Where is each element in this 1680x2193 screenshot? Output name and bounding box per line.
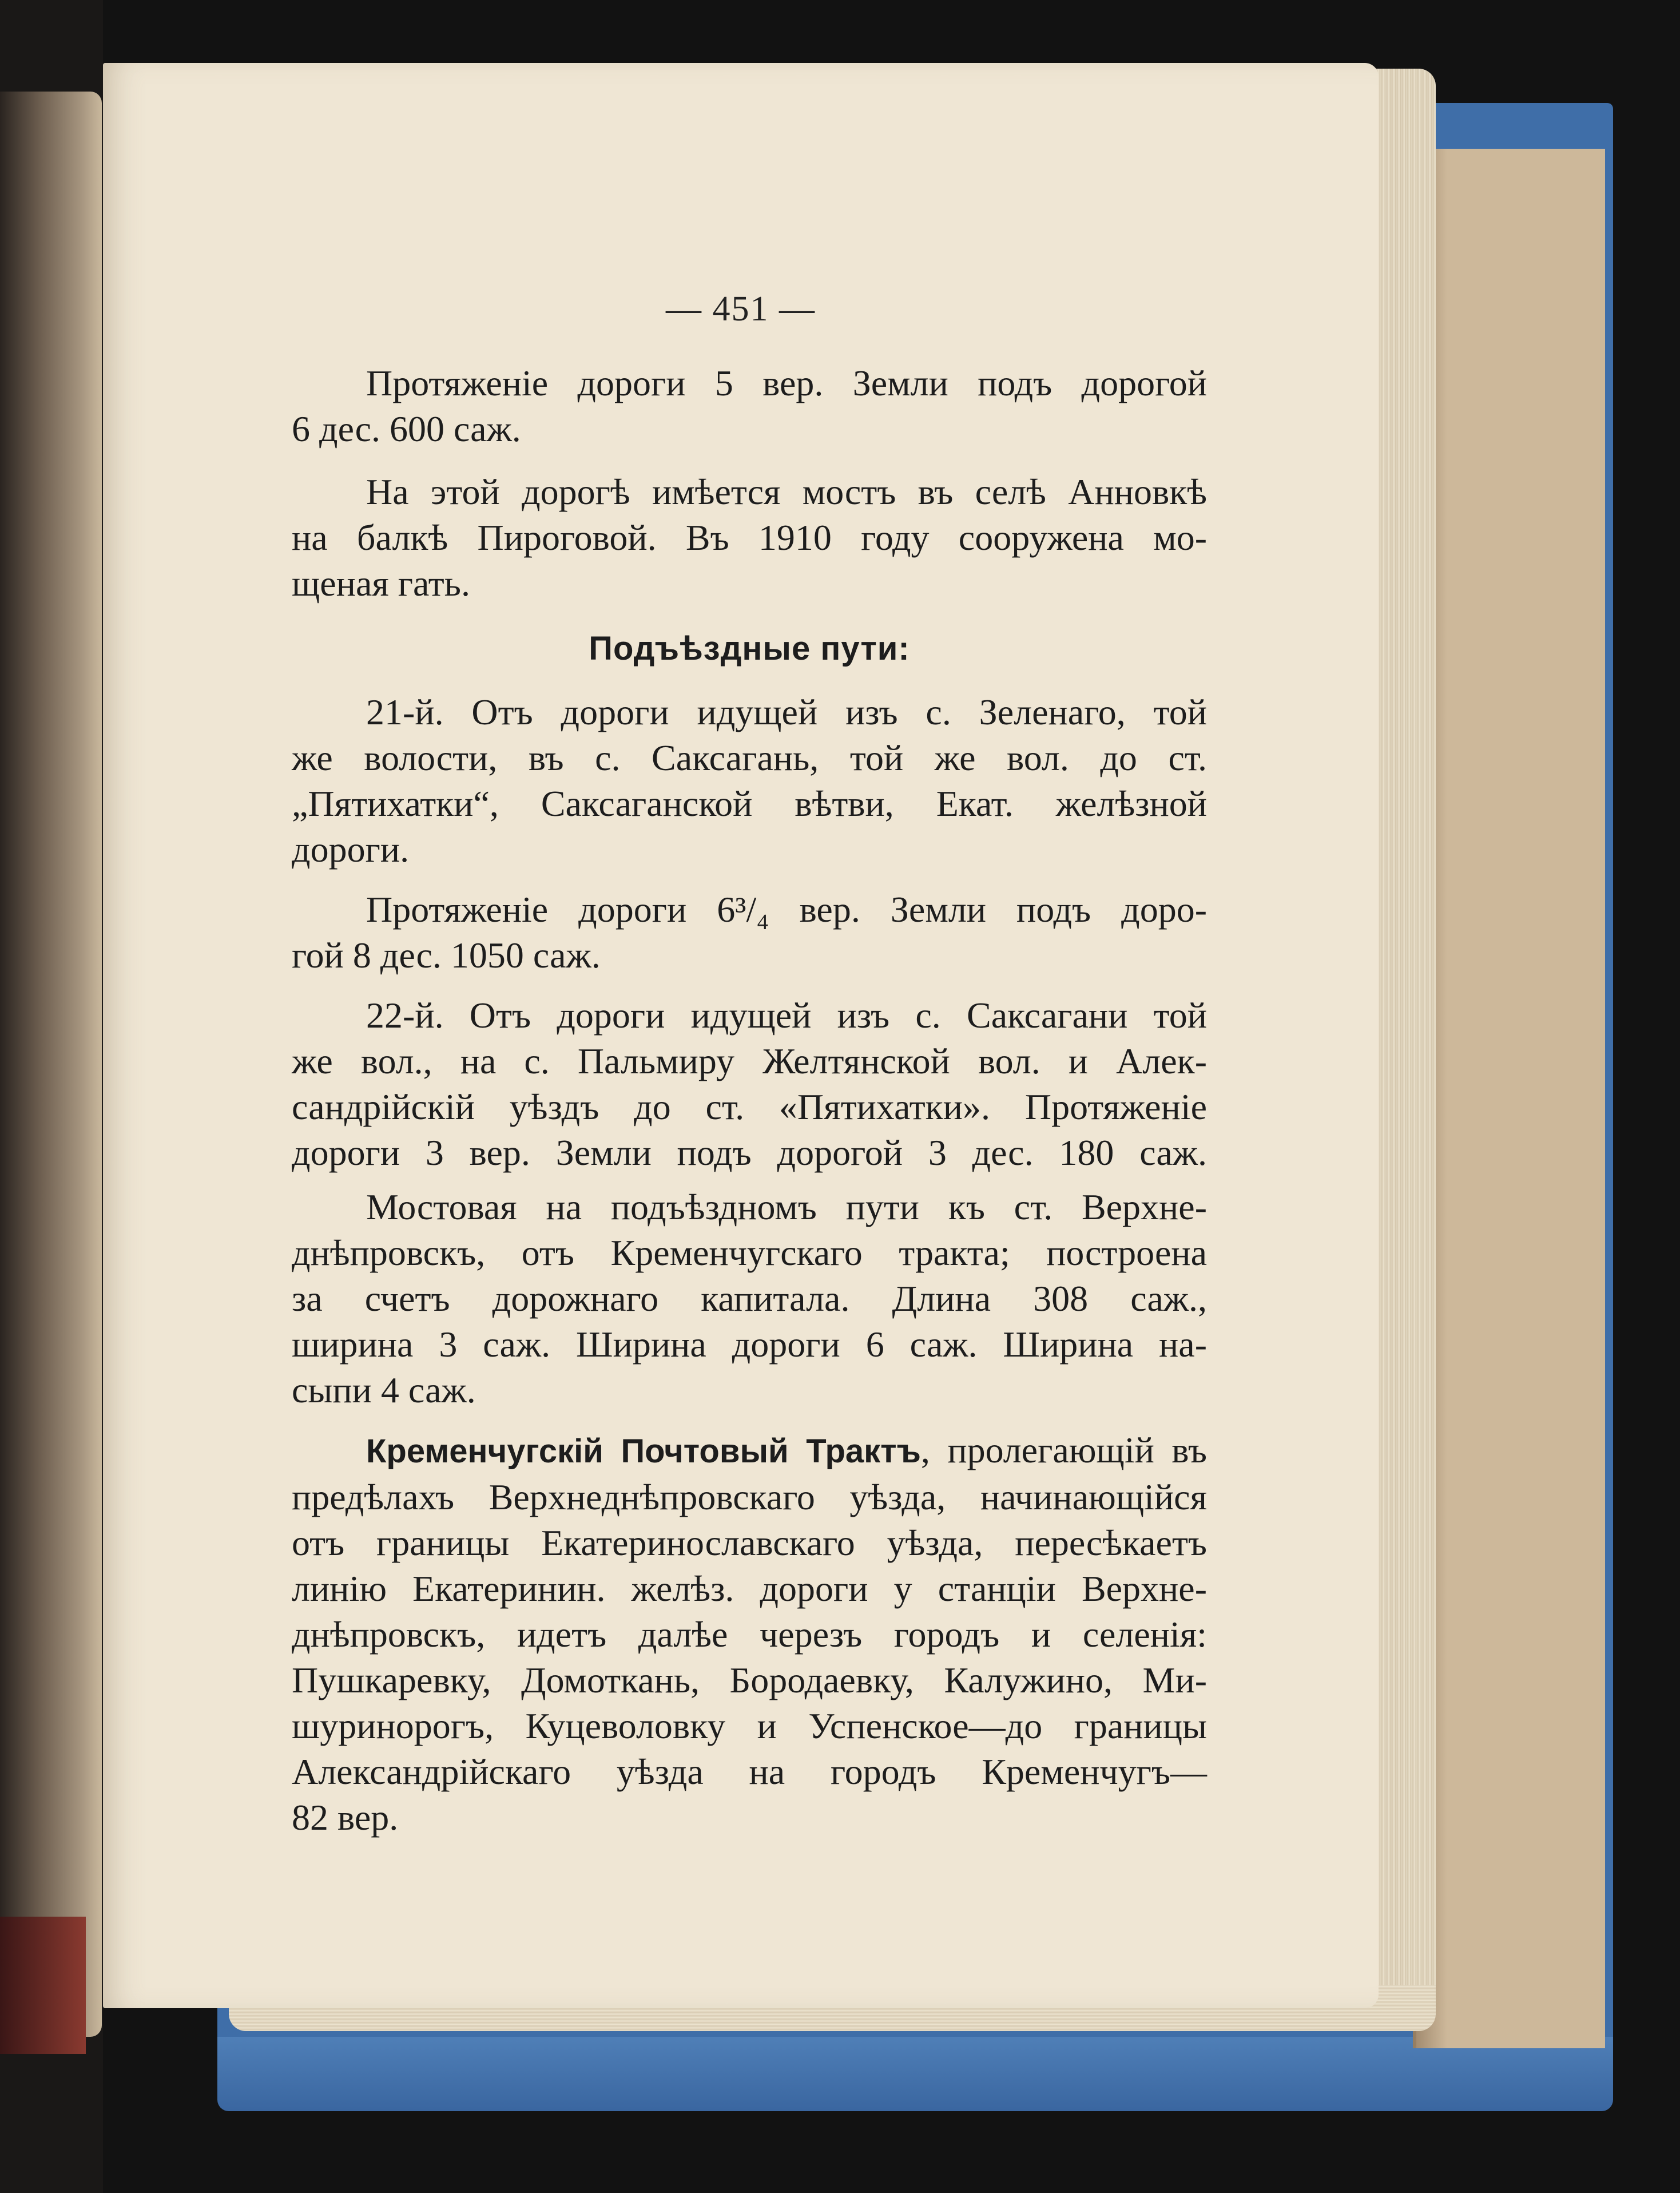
text-line: Протяженіе дороги 6³/₄ вер. Земли подъ доро- <box>366 889 1207 930</box>
text-line: линію Екатеринин. желѣз. дороги у станціи Верхне- <box>292 1568 1207 1609</box>
paragraph-2 <box>292 469 1207 606</box>
text-line: предѣлахъ Верхнеднѣпровскаго уѣзда, начинающійся <box>292 1477 1207 1517</box>
text-line: сандрійскій уѣздъ до ст. «Пятихатки». Протяженіе <box>292 1086 1207 1127</box>
paragraph-1 <box>292 360 1207 452</box>
text-line: гой 8 дес. 1050 саж. <box>292 935 601 975</box>
opposite-page-edge <box>0 92 102 2037</box>
paragraph-6 <box>292 1184 1207 1413</box>
text-span: , пролегающій въ <box>920 1430 1207 1470</box>
binding-edge <box>0 1917 86 2054</box>
text-line: Мостовая на подъѣздномъ пути къ ст. Верхне- <box>366 1187 1207 1227</box>
text-line <box>292 1427 1207 1474</box>
text-line: На этой дорогѣ имѣется мостъ въ селѣ Анновкѣ <box>366 471 1207 512</box>
text-line: Александрійскаго уѣзда на городъ Кременчугъ— <box>292 1751 1207 1792</box>
book-page <box>103 63 1379 2008</box>
text-line: „Пятихатки“, Саксаганской вѣтви, Екат. желѣзной <box>292 783 1207 824</box>
text-line: 21-й. Отъ дороги идущей изъ с. Зеленаго, той <box>366 692 1207 732</box>
text-line: на балкѣ Пироговой. Въ 1910 году сооружена мо- <box>292 517 1207 558</box>
text-line: же вол., на с. Пальмиру Желтянской вол. и Алек- <box>292 1041 1207 1081</box>
text-line: дороги. <box>292 829 410 870</box>
paragraph-5 <box>292 993 1207 1176</box>
text-line: сыпи 4 саж. <box>292 1370 476 1410</box>
text-line: шуринорогъ, Куцеволовку и Успенское—до границы <box>292 1706 1207 1746</box>
bold-title: Кременчугскій Почтовый Трактъ <box>366 1433 921 1470</box>
text-line: днѣпровскъ, идетъ далѣе черезъ городъ и селенія: <box>292 1614 1207 1655</box>
text-line: же волости, въ с. Саксагань, той же вол. до ст. <box>292 737 1207 778</box>
text-line: ширина 3 саж. Ширина дороги 6 саж. Ширина на- <box>292 1324 1207 1365</box>
text-line: за счетъ дорожнаго капитала. Длина 308 саж., <box>292 1278 1207 1319</box>
section-heading: Подъѣздные пути: <box>589 630 910 667</box>
paragraph-3 <box>292 689 1207 873</box>
paragraph-4 <box>292 887 1207 978</box>
page-number: — 451 — <box>666 290 816 328</box>
text-line: Пушкаревку, Домоткань, Бородаевку, Калужино, Ми- <box>292 1660 1207 1700</box>
text-line: 6 дес. 600 саж. <box>292 409 521 449</box>
text-line: щеная гать. <box>292 563 470 604</box>
text-line: Протяженіе дороги 5 вер. Земли подъ дорогой <box>366 363 1207 403</box>
text-line: дороги 3 вер. Земли подъ дорогой 3 дес. 180 саж. <box>292 1132 1207 1173</box>
text-line: отъ границы Екатеринославскаго уѣзда, пересѣкаетъ <box>292 1522 1207 1563</box>
book-cover-bottom <box>217 2037 1613 2111</box>
text-line: 82 вер. <box>292 1797 399 1838</box>
text-line: днѣпровскъ, отъ Кременчугскаго тракта; построена <box>292 1232 1207 1273</box>
paragraph-7 <box>292 1427 1207 1841</box>
text-line: 22-й. Отъ дороги идущей изъ с. Саксагани той <box>366 995 1207 1036</box>
